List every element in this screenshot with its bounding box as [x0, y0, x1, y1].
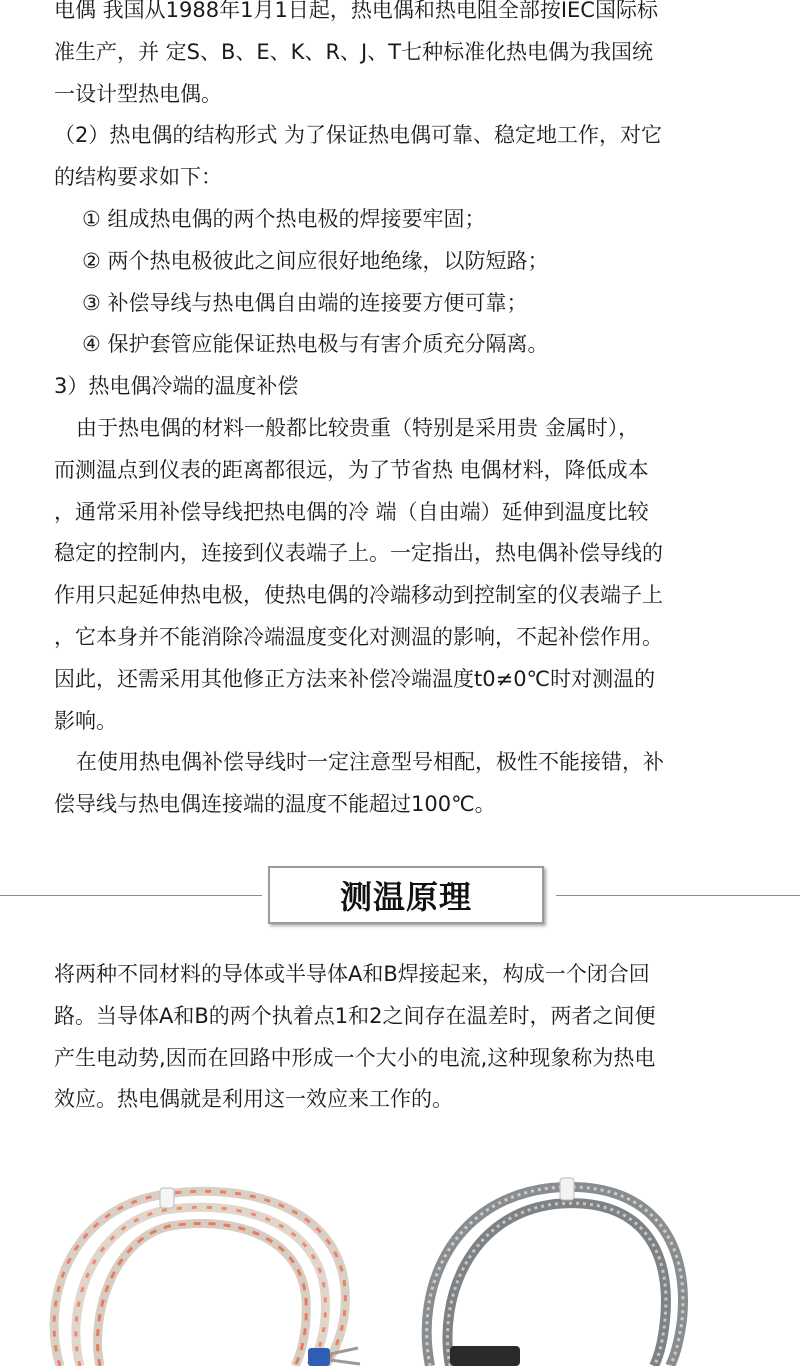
divider-left — [0, 895, 262, 896]
product-photo-fiberglass-thermocouple — [40, 1170, 370, 1366]
product-photo-metal-hose-thermocouple — [410, 1170, 710, 1366]
text-line: 由于热电偶的材料一般都比较贵重（特别是采用贵 金属时）， — [76, 415, 640, 440]
text-line: 在使用热电偶补偿导线时一定注意型号相配，极性不能接错，补 — [76, 750, 664, 775]
text-line: 稳定的控制内，连接到仪表端子上。一定指出，热电偶补偿导线的 — [54, 541, 663, 566]
list-item: ④ 保护套管应能保证热电极与有害介质充分隔离。 — [82, 332, 549, 357]
text-line: 而测温点到仪表的距离都很远，为了节省热 电偶材料，降低成本 — [54, 457, 649, 482]
text-line: 影响。 — [54, 708, 117, 733]
text-line: 产生电动势,因而在回路中形成一个大小的电流,这种现象称为热电 — [54, 1045, 656, 1070]
text-line: 效应。热电偶就是利用这一效应来工作的。 — [54, 1087, 453, 1112]
text-line: ，它本身并不能消除冷端温度变化对测温的影响，不起补偿作用。 — [54, 624, 663, 649]
principle-text — [54, 954, 764, 1121]
text-line: ，通常采用补偿导线把热电偶的冷 端（自由端）延伸到温度比较 — [54, 499, 649, 524]
section-title: 测温原理 — [339, 878, 472, 916]
list-item: ② 两个热电极彼此之间应很好地绝缘，以防短路； — [82, 248, 549, 273]
text-line: 准生产，并 定S、B、E、K、R、J、T七种标准化热电偶为我国统 — [54, 39, 654, 64]
list-item: ③ 补偿导线与热电偶自由端的连接要方便可靠； — [82, 290, 528, 315]
divider-right — [556, 895, 800, 896]
text-line: 作用只起延伸热电极，使热电偶的冷端移动到控制室的仪表端子上 — [54, 583, 663, 608]
text-line: 将两种不同材料的导体或半导体A和B焊接起来，构成一个闭合回 — [54, 962, 650, 986]
subsection-heading: 3）热电偶冷端的温度补偿 — [54, 374, 299, 399]
section-title-box — [268, 866, 544, 924]
text-line: 电偶 我国从1988年1月1日起，热电偶和热电阻全部按IEC国际标 — [54, 0, 658, 22]
section-header — [0, 866, 800, 926]
text-line: 的结构要求如下： — [54, 165, 222, 190]
text-line: （2）热电偶的结构形式 为了保证热电偶可靠、稳定地工作，对它 — [54, 123, 663, 148]
text-line: 一设计型热电偶。 — [54, 81, 222, 106]
text-line: 偿导线与热电偶连接端的温度不能超过100℃。 — [54, 792, 496, 817]
text-line: 因此，还需采用其他修正方法来补偿冷端温度t0≠0℃时对测温的 — [54, 666, 656, 691]
text-line: 路。当导体A和B的两个执着点1和2之间存在温差时，两者之间便 — [54, 1003, 656, 1028]
list-item: ① 组成热电偶的两个热电极的焊接要牢固； — [82, 206, 486, 231]
document-body — [54, 0, 764, 826]
